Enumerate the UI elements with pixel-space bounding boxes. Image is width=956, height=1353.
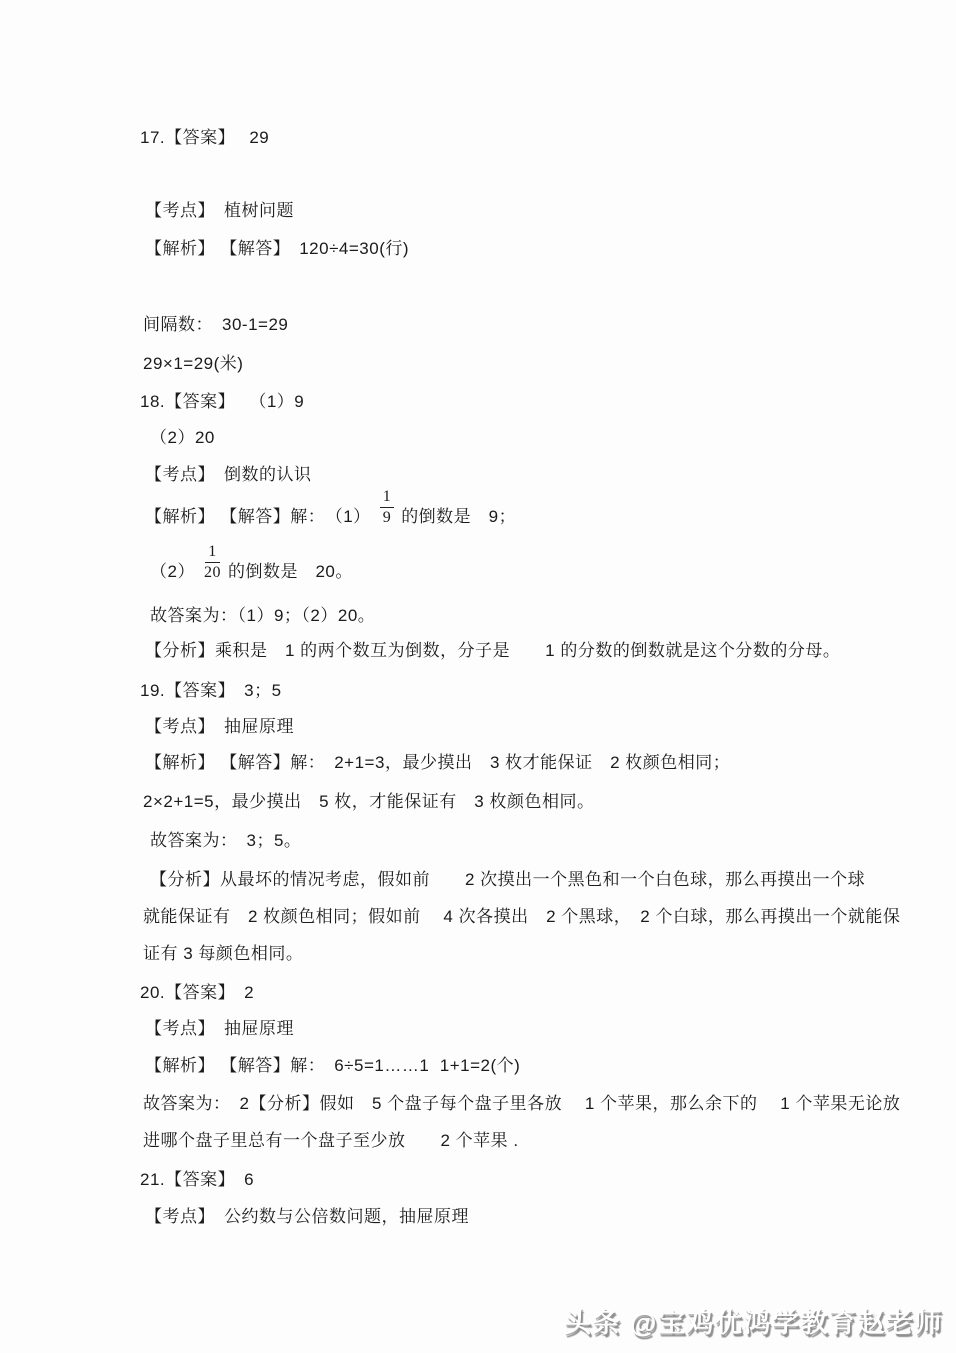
fraction-denominator: 20: [203, 564, 221, 581]
q17-meters-line: 29×1=29(米): [143, 354, 244, 373]
watermark-toutiao: 头条 @宝鸡优鸿学教育赵老师: [564, 1308, 943, 1338]
fraction-1-9: [380, 488, 395, 527]
q18-jiexi-suffix: 的倒数是 9；: [401, 507, 517, 526]
fraction-1-20: [204, 543, 221, 582]
q21-kaodian-line: 【考点】 公约数与公倍数问题，抽屉原理: [145, 1207, 469, 1226]
q20-conclusion-line-1: 故答案为： 2【分析】假如 5 个盘子每个盘子里各放 1 个苹果，那么余下的 1 个苹果无论放: [143, 1094, 901, 1113]
q18-jiexi-prefix: 【解析】 【解答】解： （1）: [145, 507, 371, 526]
q19-answer-line: 19.【答案】 3；5: [140, 681, 282, 700]
q17-jiexi-line: 【解析】 【解答】 120÷4=30(行): [145, 239, 410, 258]
q18-jiexi-line: [145, 488, 516, 527]
q19-conclusion-line: 故答案为： 3；5。: [150, 831, 302, 850]
q20-kaodian-line: 【考点】 抽屉原理: [145, 1019, 294, 1038]
q17-interval-line: 间隔数： 30-1=29: [143, 315, 289, 334]
q19-fenxi-line-2: 就能保证有 2 枚颜色相同；假如前 4 次各摸出 2 个黑球， 2 个白球，那么再摸出一个就能保: [143, 907, 901, 926]
q18-jiexi-line-2: [150, 543, 353, 582]
q19-fenxi-line-3: 证有 3 每颜色相同。: [143, 944, 304, 963]
q18-line2-prefix: （2）: [150, 562, 195, 581]
q17-kaodian-line: 【考点】 植树问题: [145, 201, 294, 220]
q19-jiexi-line-2: 2×2+1=5，最少摸出 5 枚，才能保证有 3 枚颜色相同。: [143, 792, 595, 811]
q20-conclusion-line-2: 进哪个盘子里总有一个盘子至少放 2 个苹果 .: [143, 1131, 519, 1150]
q18-answer-line-1: 18.【答案】 （1）9: [140, 392, 305, 411]
q19-jiexi-line-1: 【解析】 【解答】解： 2+1=3，最少摸出 3 枚才能保证 2 枚颜色相同；: [145, 753, 731, 772]
fraction-numerator: 1: [380, 488, 395, 508]
q18-conclusion-line: 故答案为：（1）9；（2）20。: [150, 606, 376, 625]
q18-kaodian-line: 【考点】 倒数的认识: [145, 465, 312, 484]
q18-fenxi-line: 【分析】乘积是 1 的两个数互为倒数，分子是 1 的分数的倒数就是这个分数的分母。: [145, 641, 841, 660]
q21-answer-line: 21.【答案】 6: [140, 1170, 255, 1189]
q17-answer-line: 17.【答案】 29: [140, 128, 270, 147]
fraction-denominator: 9: [382, 509, 392, 526]
q20-jiexi-line: 【解析】 【解答】解： 6÷5=1……1 1+1=2(个): [145, 1056, 521, 1075]
fraction-numerator: 1: [205, 543, 220, 563]
q19-fenxi-line-1: 【分析】从最坏的情况考虑，假如前 2 次摸出一个黑色和一个白色球，那么再摸出一个球: [150, 870, 866, 889]
q20-answer-line: 20.【答案】 2: [140, 983, 255, 1002]
q18-answer-line-2: （2）20: [150, 428, 215, 447]
q19-kaodian-line: 【考点】 抽屉原理: [145, 717, 294, 736]
q18-line2-suffix: 的倒数是 20。: [227, 562, 353, 581]
